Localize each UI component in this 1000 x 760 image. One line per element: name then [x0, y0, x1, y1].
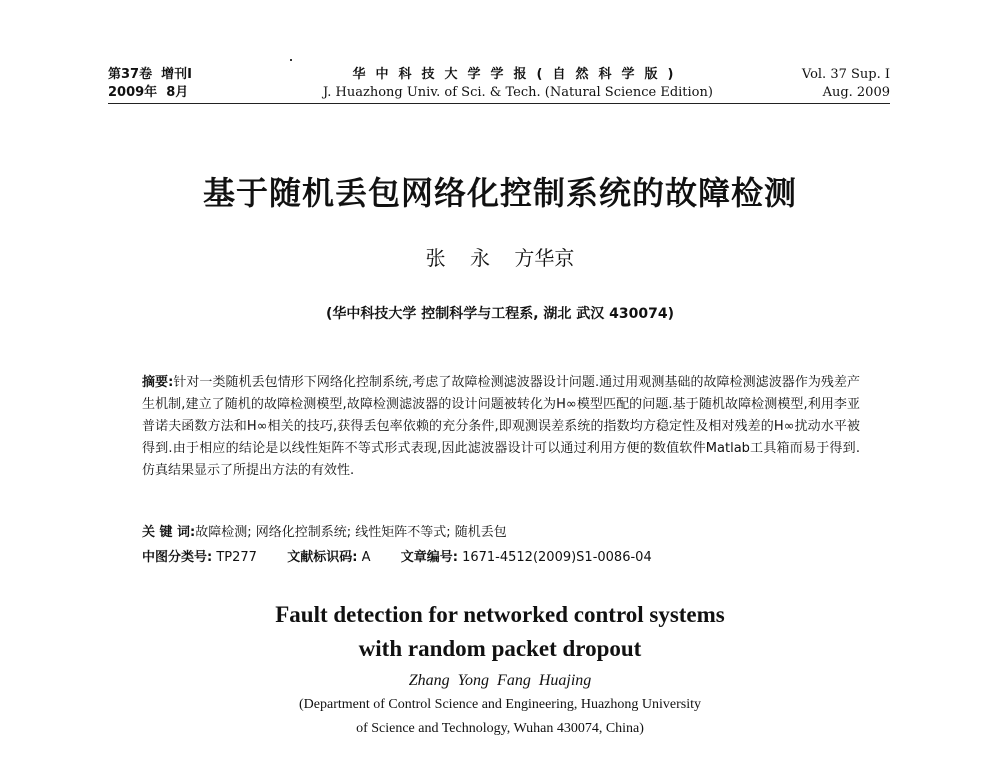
- paper-title-en-line2: with random packet dropout: [358, 636, 642, 661]
- authors-en: Zhang Yong Fang Huajing: [408, 672, 592, 689]
- keywords-cn: [142, 523, 860, 543]
- clc-label: 中图分类号:: [142, 550, 213, 565]
- paper-title-cn: 基于随机丢包网络化控制系统的故障检测: [202, 174, 797, 212]
- volume-cn: 第37卷: [108, 67, 153, 82]
- header-left: [108, 66, 192, 102]
- journal-title-cn: 华中科技大学学报(自然科学版): [352, 67, 684, 82]
- header-rule: [108, 103, 890, 104]
- authors-cn: 张 永 方华京: [425, 246, 575, 270]
- stray-dot: [290, 59, 292, 61]
- month-cn: 8月: [166, 85, 189, 100]
- header-center: [298, 66, 738, 102]
- supplement-cn: 增刊Ⅰ: [161, 67, 192, 82]
- classification-line: [142, 548, 860, 568]
- clc-value: TP277: [216, 550, 257, 565]
- journal-title-en: J. Huazhong Univ. of Sci. & Tech. (Natural Science Edition): [323, 85, 713, 100]
- affiliation-en-line1: (Department of Control Science and Engineering, Huazhong University: [299, 697, 701, 712]
- keywords-text: 故障检测; 网络化控制系统; 线性矩阵不等式; 随机丢包: [195, 525, 507, 540]
- abstract-cn: [142, 372, 860, 482]
- keywords-label: 关 键 词:: [142, 525, 196, 540]
- volume-en: Vol. 37 Sup. Ⅰ: [801, 67, 890, 82]
- year-cn: 2009年: [108, 85, 158, 100]
- abstract-text: 针对一类随机丢包情形下网络化控制系统,考虑了故障检测滤波器设计问题.通过用观测基础的故障检测滤波器作为残差产生机制,建立了随机的故障检测模型,故障检测滤波器的设计问题被转化为H∞模型匹配的问题.基于随机故障检测模型,利用李亚普诺夫函数方法和H∞相关的技巧,获得丢包率依赖的充分条件,即观测误差系统的指数均方稳定性及相对残差的H∞扰动水平被得到.由于相应的结论是以线性矩阵不等式形式表现,因此滤波器设计可以通过利用方便的数值软件Matlab工具箱而易于得到.仿真结果显示了所提出方法的有效性.: [142, 375, 861, 478]
- doc-code-label: 文献标识码:: [287, 550, 358, 565]
- paper-title-en-line1: Fault detection for networked control systems: [275, 602, 725, 627]
- affiliation-cn: (华中科技大学 控制科学与工程系, 湖北 武汉 430074): [325, 306, 675, 322]
- doc-code-value: A: [361, 550, 371, 565]
- date-en: Aug. 2009: [822, 85, 890, 100]
- header-right: [802, 66, 890, 102]
- affiliation-en-line2: of Science and Technology, Wuhan 430074, China): [356, 721, 644, 736]
- article-id-label: 文章编号:: [400, 550, 458, 565]
- abstract-label: 摘要:: [142, 375, 174, 390]
- article-id-value: 1671-4512(2009)S1-0086-04: [462, 550, 652, 565]
